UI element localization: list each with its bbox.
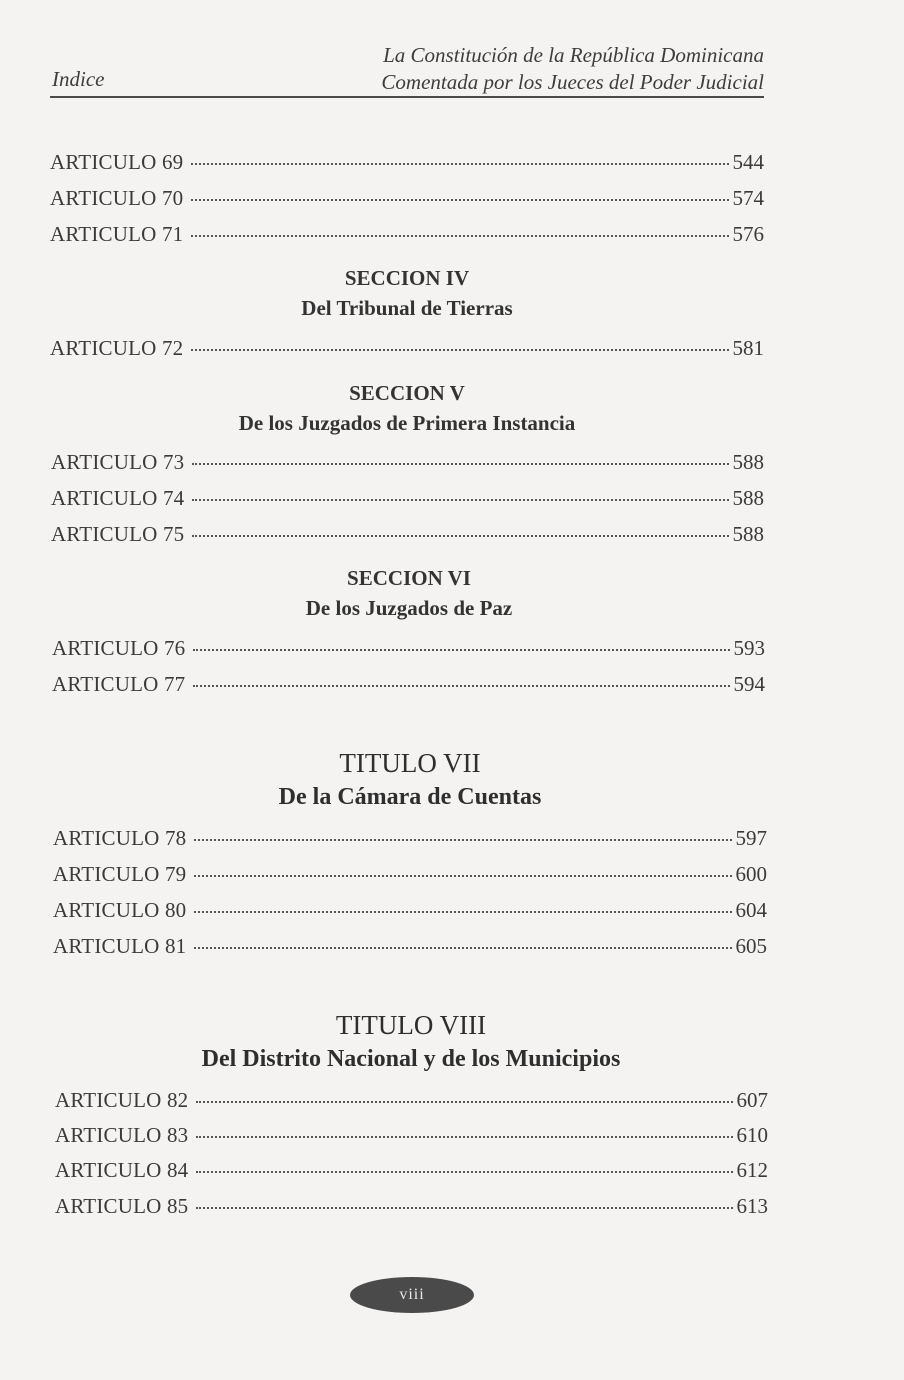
toc-entry-page: 576 bbox=[732, 222, 764, 246]
section-subtitle-vi: De los Juzgados de Paz bbox=[305, 596, 513, 620]
toc-entry-page: 574 bbox=[732, 186, 764, 210]
toc-entry-label: ARTICULO 81 bbox=[53, 934, 187, 958]
toc-entry-articulo-78[interactable] bbox=[53, 826, 767, 854]
toc-entry-page: 597 bbox=[735, 826, 767, 850]
section-subtitle-iv: Del Tribunal de Tierras bbox=[301, 296, 513, 320]
toc-entry-page: 544 bbox=[732, 150, 764, 174]
toc-entry-label: ARTICULO 78 bbox=[53, 826, 187, 850]
toc-entry-articulo-71[interactable] bbox=[50, 222, 764, 250]
toc-entry-articulo-76[interactable] bbox=[52, 636, 765, 664]
toc-entry-articulo-69[interactable] bbox=[50, 150, 764, 178]
toc-entry-page: 588 bbox=[732, 450, 764, 474]
toc-entry-label: ARTICULO 71 bbox=[50, 222, 184, 246]
toc-entry-label: ARTICULO 76 bbox=[52, 636, 186, 660]
dot-leader bbox=[196, 1207, 732, 1209]
toc-entry-page: 604 bbox=[735, 898, 767, 922]
toc-entry-label: ARTICULO 74 bbox=[51, 486, 185, 510]
section-subtitle-v: De los Juzgados de Primera Instancia bbox=[238, 411, 576, 435]
toc-entry-label: ARTICULO 73 bbox=[51, 450, 185, 474]
dot-leader bbox=[192, 463, 728, 465]
title-subtitle-vii: De la Cámara de Cuentas bbox=[278, 784, 542, 810]
toc-entry-articulo-74[interactable] bbox=[51, 486, 764, 514]
dot-leader bbox=[196, 1136, 732, 1138]
dot-leader bbox=[192, 535, 728, 537]
section-heading-vi: SECCION VI bbox=[347, 566, 471, 590]
header-title-line-1: La Constitución de la República Dominicana bbox=[383, 43, 764, 67]
toc-entry-page: 605 bbox=[735, 934, 767, 958]
toc-entry-label: ARTICULO 75 bbox=[51, 522, 185, 546]
title-subtitle-viii: Del Distrito Nacional y de los Municipios bbox=[201, 1046, 621, 1072]
toc-entry-page: 600 bbox=[735, 862, 767, 886]
dot-leader bbox=[194, 839, 731, 841]
dot-leader bbox=[192, 499, 728, 501]
toc-entry-label: ARTICULO 70 bbox=[50, 186, 184, 210]
dot-leader bbox=[196, 1171, 732, 1173]
title-heading-vii: TITULO VII bbox=[339, 748, 481, 778]
toc-entry-page: 588 bbox=[732, 486, 764, 510]
toc-entry-label: ARTICULO 80 bbox=[53, 898, 187, 922]
toc-entry-label: ARTICULO 83 bbox=[55, 1123, 189, 1147]
toc-entry-articulo-77[interactable] bbox=[52, 672, 765, 700]
toc-entry-label: ARTICULO 85 bbox=[55, 1194, 189, 1218]
toc-entry-articulo-83[interactable] bbox=[55, 1123, 768, 1151]
dot-leader bbox=[194, 875, 731, 877]
toc-entry-label: ARTICULO 82 bbox=[55, 1088, 189, 1112]
toc-entry-label: ARTICULO 69 bbox=[50, 150, 184, 174]
toc-entry-articulo-80[interactable] bbox=[53, 898, 767, 926]
toc-entry-articulo-75[interactable] bbox=[51, 522, 764, 550]
toc-entry-page: 581 bbox=[732, 336, 764, 360]
toc-entry-articulo-79[interactable] bbox=[53, 862, 767, 890]
toc-entry-articulo-84[interactable] bbox=[55, 1158, 768, 1186]
toc-entry-page: 610 bbox=[736, 1123, 768, 1147]
title-heading-viii: TITULO VIII bbox=[335, 1010, 487, 1040]
toc-entry-page: 613 bbox=[736, 1194, 768, 1218]
dot-leader bbox=[191, 349, 728, 351]
dot-leader bbox=[191, 163, 728, 165]
header-title-line-2: Comentada por los Jueces del Poder Judicial bbox=[381, 70, 764, 94]
dot-leader bbox=[194, 911, 731, 913]
toc-entry-page: 593 bbox=[733, 636, 765, 660]
dot-leader bbox=[191, 199, 728, 201]
header-book-title bbox=[381, 42, 764, 96]
toc-entry-page: 607 bbox=[736, 1088, 768, 1112]
toc-entry-label: ARTICULO 79 bbox=[53, 862, 187, 886]
toc-entry-articulo-81[interactable] bbox=[53, 934, 767, 962]
toc-entry-page: 612 bbox=[736, 1158, 768, 1182]
toc-entry-articulo-85[interactable] bbox=[55, 1194, 768, 1222]
toc-entry-label: ARTICULO 72 bbox=[50, 336, 184, 360]
dot-leader bbox=[191, 235, 728, 237]
dot-leader bbox=[194, 947, 731, 949]
section-heading-v: SECCION V bbox=[349, 381, 465, 405]
header-rule bbox=[50, 96, 764, 98]
toc-entry-page: 594 bbox=[733, 672, 765, 696]
dot-leader bbox=[196, 1101, 732, 1103]
toc-entry-articulo-82[interactable] bbox=[55, 1088, 768, 1116]
page-number-badge: viii bbox=[350, 1277, 474, 1313]
header-section-label: Indice bbox=[52, 67, 105, 91]
toc-entry-page: 588 bbox=[732, 522, 764, 546]
dot-leader bbox=[193, 685, 729, 687]
section-heading-iv: SECCION IV bbox=[344, 266, 470, 290]
toc-entry-articulo-73[interactable] bbox=[51, 450, 764, 478]
toc-entry-label: ARTICULO 77 bbox=[52, 672, 186, 696]
toc-entry-label: ARTICULO 84 bbox=[55, 1158, 189, 1182]
toc-entry-articulo-72[interactable] bbox=[50, 336, 764, 364]
toc-entry-articulo-70[interactable] bbox=[50, 186, 764, 214]
dot-leader bbox=[193, 649, 729, 651]
